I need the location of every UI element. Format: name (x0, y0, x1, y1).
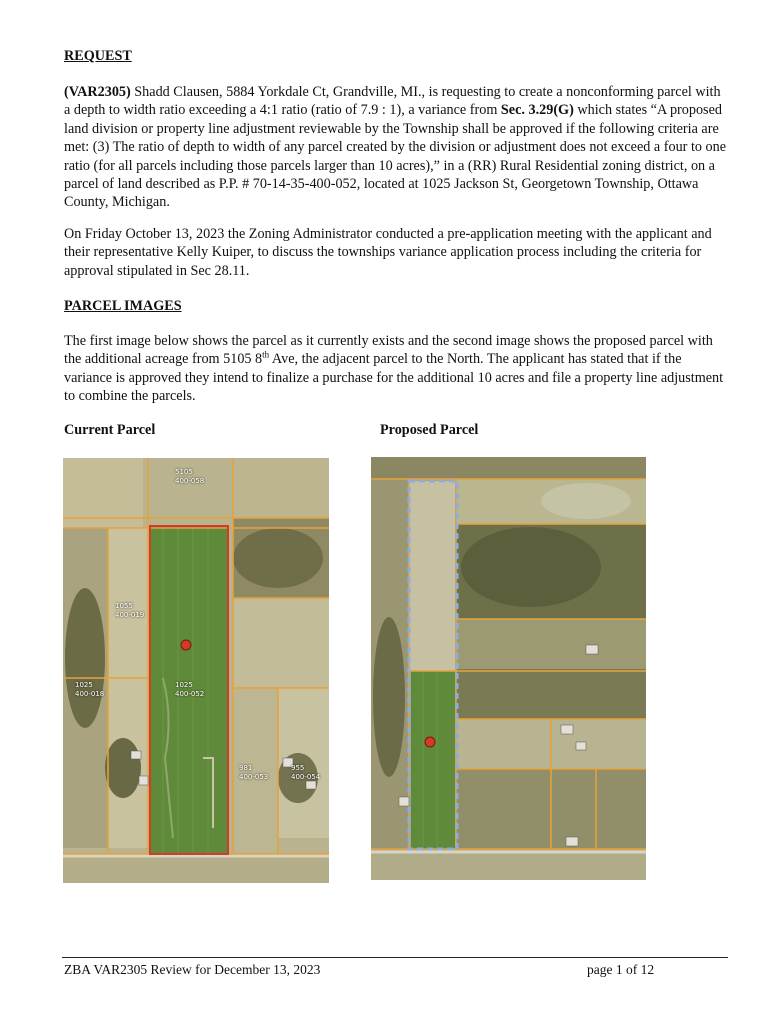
label-number: 5105 (175, 468, 193, 476)
map-label-955 (291, 764, 320, 782)
request-text-1: Shadd Clausen, 5884 Yorkdale Ct, Grandville, MI., is requesting to create a nonconforming parcel with a depth to width ratio exceeding a 4:1 ratio (ratio of 7.9 : 1), a variance from (64, 84, 721, 119)
pre-application-paragraph: On Friday October 13, 2023 the Zoning Administrator conducted a pre-application meeting with the applicant and their representative Kelly Kuiper, to discuss the townships variance application process including the criteria for approval stipulated in Sec 28.11. (64, 226, 712, 279)
label-id: 400-018 (75, 690, 105, 698)
label-id: 400-019 (115, 611, 145, 619)
proposed-parcel-map (371, 457, 646, 880)
map-label-1025-052 (175, 681, 204, 699)
parcel-text-2: Ave, the adjacent parcel to the North. The applicant has stated that if the variance is approved they intend to finalize a purchase for the additional 10 acres and file a property line adjustment to combine the parcels. (64, 351, 724, 405)
label-number: 1025 (175, 681, 193, 689)
request-paragraph (64, 83, 728, 212)
label-id: 400-054 (291, 773, 321, 781)
map-label-5105 (175, 468, 204, 486)
label-number: 1055 (115, 602, 133, 610)
map-label-1055 (115, 602, 144, 620)
ordinal-suffix: th (262, 349, 270, 360)
parcel-images-heading: PARCEL IMAGES (64, 298, 182, 314)
request-heading: REQUEST (64, 48, 132, 64)
current-parcel-caption: Current Parcel (64, 422, 156, 438)
label-id: 400-053 (239, 773, 269, 781)
request-text-2: which states “A proposed land division or property line adjustment reviewable by the Township shall be approved if the following criteria are met: (3) The ratio of depth to width of any parcel created by the division or adjustment does not exceed a four to one ratio (for all parcels including those parcels larger than 10 acres),” in a (RR) Rural Residential zoning district, on a parcel of land described as P.P. # 70-14-35-400-052, located at 1025 Jackson St, Georgetown Township, Ottawa County, Michigan. (64, 102, 727, 211)
label-number: 1025 (75, 681, 93, 689)
case-id: (VAR2305) (64, 84, 131, 100)
label-number: 981 (239, 764, 253, 772)
label-number: 955 (291, 764, 305, 772)
map-label-1025-018 (75, 681, 104, 699)
parcel-images-paragraph (64, 332, 728, 406)
section-reference: Sec. 3.29(G) (500, 102, 574, 119)
parcel-text-1: The first image below shows the parcel as it currently exists and the second image shows the proposed parcel with the additional acreage from 5105 8 (64, 333, 713, 368)
label-id: 400-052 (175, 690, 205, 698)
proposed-parcel-caption: Proposed Parcel (380, 422, 479, 438)
footer-page-number: page 1 of 12 (587, 962, 655, 977)
footer-document-title: ZBA VAR2305 Review for December 13, 2023 (64, 962, 321, 977)
map-label-981 (239, 764, 268, 782)
footer-divider (62, 957, 728, 958)
current-parcel-map (63, 458, 329, 883)
label-id: 400-058 (175, 477, 205, 485)
